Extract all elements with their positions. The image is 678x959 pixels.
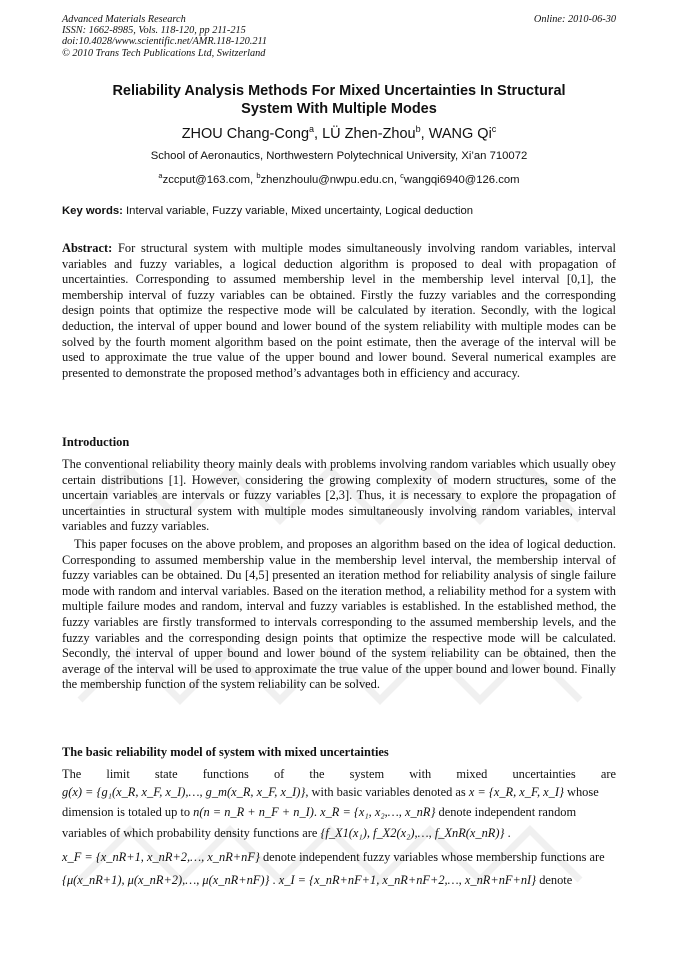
email-address: zccput@163.com: [162, 173, 251, 186]
abstract-label: Abstract:: [62, 241, 113, 255]
keywords-text: Interval variable, Fuzzy variable, Mixed uncertainty, Logical deduction: [126, 205, 474, 217]
running-header: [62, 14, 616, 59]
section-heading-introduction: Introduction: [62, 435, 130, 449]
author-name: WANG Qi: [428, 125, 492, 142]
basic-text: , with basic variables denoted as: [305, 785, 466, 799]
keywords: [62, 205, 616, 217]
abstract-text: For structural system with multiple modes simultaneously involving random variables, interval variables and fuzzy variables, a logical deduction algorithm is proposed to deal with propagation of uncertainties. Corresponding to assumed membership level in the membership level interval [0,1], the membership interval of fuzzy variables can be obtained. Firstly the fuzzy variables and the corresponding design points that optimize the respective mode will be calculated by iteration. Secondly, with the logical deduction, the interval of upper bound and lower bound of the system reliability with multiple modes can be solved by the fourth moment algorithm based on the point estimate, then the average of the interval will be used to approximate the true value of the upper bound and lower bound. Several numerical examples are presented to demonstrate the proposed method’s advantages both in efficiency and accuracy.: [62, 241, 616, 380]
paper-title: [40, 82, 638, 118]
author-name: ZHOU Chang-Cong: [181, 125, 310, 142]
basic-line-2: [62, 785, 616, 801]
online-date: Online: 2010-06-30: [533, 14, 616, 25]
title-line-1: Reliability Analysis Methods For Mixed Uncertainties In Structural: [112, 83, 566, 99]
basic-text: denote independent fuzzy variables whose membership functions are: [262, 850, 605, 864]
equation-random-vars: x_R = {x₁, x₂,…, x_nR}: [320, 805, 436, 819]
intro-paragraph-2: This paper focuses on the above problem, and proposes an algorithm based on the idea of logical deduction. Corresponding to assumed membership value in the membership level interval, the membership interval of fuzzy variables can be obtained. Du [4,5] presented an iteration method for reliability analysis of single failure mode with random and interval variables. Based on the iteration method, a reliability method for a system with multiple failure modes and random, interval and fuzzy variables is established. In the established method, the fuzzy variables are firstly transformed to intervals corresponding to the assumed membership levels, and the fuzzy variables and the corresponding design points that optimize the respective mode will be calculated. Secondly, the interval of upper bound and lower bound of the system reliability can be obtained, then the average of the interval will be used to approximate the true value of the upper bound and lower bound. Finally the membership function of the system reliability can be solved.: [62, 537, 616, 692]
equation-dimension: n(n = n_R + n_F + n_I): [193, 805, 314, 819]
email-address: wangqi6940@126.com: [403, 173, 520, 186]
basic-text: denote independent random: [438, 805, 577, 819]
journal-name: Advanced Materials Research: [62, 14, 186, 25]
equation-interval-vars: x_I = {x_nR+nF+1, x_nR+nF+2,…, x_nR+nF+nI}: [278, 873, 537, 887]
basic-text: whose: [567, 785, 599, 799]
issn-line: ISSN: 1662-8985, Vols. 118-120, pp 211-215: [62, 25, 246, 37]
basic-line-5: [62, 850, 616, 866]
copyright-line: © 2010 Trans Tech Publications Ltd, Switzerland: [62, 47, 266, 59]
abstract: [62, 241, 616, 381]
basic-line-4: variables of which probability density functions are {f_X1(x₁), f_X2(x₂),…, f_XnR(x_nR)} .: [62, 826, 511, 840]
title-line-2: System With Multiple Modes: [241, 101, 437, 117]
intro-paragraph-1: The conventional reliability theory mainly deals with problems involving random variables which usually obey certain distributions [1]. However, considering the growing complexity of modern structures, some of the uncertain variables are intervals or fuzzy variables [2,3]. Thus, it is necessary to explore the propagation of uncertainties in structural system with multiple modes simultaneously involving random variables, interval variables and fuzzy variables.: [62, 457, 616, 534]
author-name: LÜ Zhen-Zhou: [322, 125, 416, 142]
doi-line: doi:10.4028/www.scientific.net/AMR.118-120.211: [62, 36, 268, 48]
equation-fuzzy-vars: x_F = {x_nR+1, x_nR+2,…, x_nR+nF}: [62, 850, 260, 864]
email-sup: a: [158, 171, 163, 180]
email-sup: b: [256, 171, 261, 180]
basic-text: denote: [539, 873, 573, 887]
email-list: $^a$zccput@163.com, $^b$zhenzhoulu@nwpu.edu.cn, $^c$wangqi6940@126.com: [158, 171, 520, 186]
keywords-label: Key words:: [62, 205, 123, 217]
basic-line-1: The limit state functions of the system with mixed uncertainties are: [62, 767, 616, 781]
affiliation: School of Aeronautics, Northwestern Polytechnical University, Xi’an 710072: [150, 150, 528, 162]
equation-basic-vars: x = {x_R, x_F, x_I}: [468, 785, 564, 799]
basic-text: variables of which probability density functions are: [62, 826, 318, 840]
basic-line-3: dimension is totaled up to n(n = n_R + n_F + n_I). x_R = {x₁, x₂,…, x_nR} denote independent random: [62, 805, 577, 819]
author-sup: c: [491, 124, 497, 134]
equation-limit-state: g(x) = {g₁(x_R, x_F, x_I),…, g_m(x_R, x_F, x_I)}: [62, 785, 306, 799]
email-address: zhenzhoulu@nwpu.edu.cn: [260, 173, 394, 186]
author-list: ZHOU Chang-Cong$^a$, LÜ Zhen-Zhou$^b$, WANG Qi$^c$: [181, 124, 497, 142]
equation-pdfs: {f_X1(x₁), f_X2(x₂),…, f_XnR(x_nR)}: [320, 826, 505, 840]
author-sup: a: [309, 124, 315, 134]
basic-line-6: {μ(x_nR+1), μ(x_nR+2),…, μ(x_nR+nF)} . x_I = {x_nR+nF+1, x_nR+nF+2,…, x_nR+nF+nI} denote: [62, 873, 573, 887]
equation-membership: {μ(x_nR+1), μ(x_nR+2),…, μ(x_nR+nF)}: [62, 873, 270, 887]
basic-text: dimension is totaled up to: [62, 805, 191, 819]
section-heading-basic-model: The basic reliability model of system with mixed uncertainties: [62, 745, 389, 759]
author-sup: b: [415, 124, 421, 134]
email-sup: c: [400, 171, 404, 180]
